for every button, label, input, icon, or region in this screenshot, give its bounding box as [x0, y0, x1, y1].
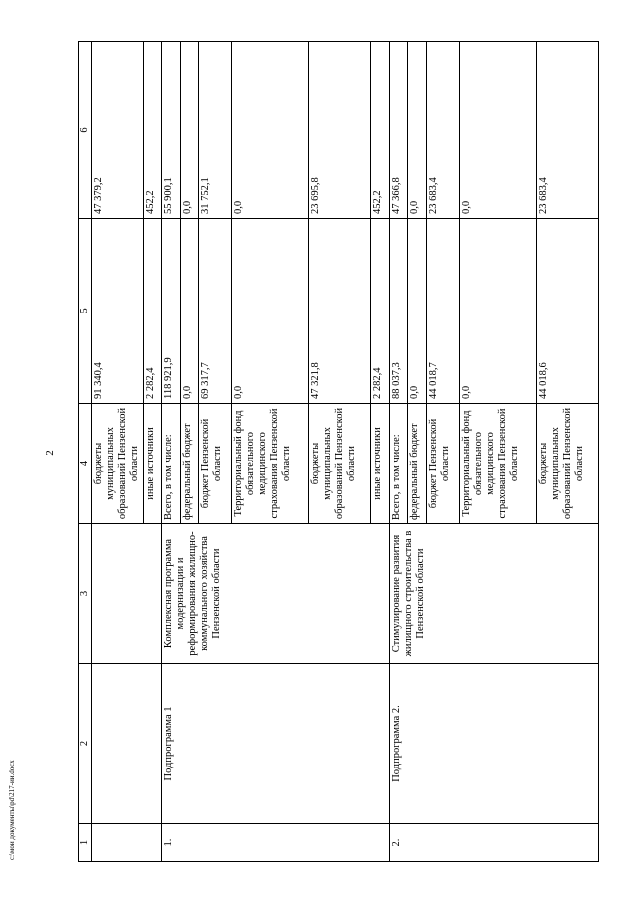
- cell-empty: [92, 664, 162, 824]
- amount-year: 0,0: [459, 42, 536, 219]
- header-col-3: 3: [79, 524, 92, 664]
- amount-year: 0,0: [408, 42, 426, 219]
- source-label: бюджеты муниципальных образований Пензенской области: [309, 404, 371, 524]
- amount-total: 88 037,3: [389, 219, 407, 404]
- row-number: 2.: [389, 824, 598, 862]
- subprogram-name: Подпрограмма 2.: [389, 664, 598, 824]
- rotated-table-wrapper: [78, 42, 599, 862]
- subprogram-name: Подпрограмма 1: [162, 664, 389, 824]
- header-col-6: 6: [79, 42, 92, 219]
- amount-total: 0,0: [459, 219, 536, 404]
- source-label: бюджет Пензенской области: [199, 404, 232, 524]
- row-number: 1.: [162, 824, 389, 862]
- source-label: иные источники: [371, 404, 389, 524]
- source-label: иные источники: [144, 404, 162, 524]
- source-label: Территориальный фонд обязательного медицинского страхования Пензенской области: [232, 404, 309, 524]
- header-col-4: 4: [79, 404, 92, 524]
- amount-year: 23 683,4: [536, 42, 598, 219]
- amount-year: 31 752,1: [199, 42, 232, 219]
- amount-total: 0,0: [232, 219, 309, 404]
- program-funding-table: [78, 41, 599, 862]
- subprogram-description: Комплексная программа модернизации и реформирования жилищно-коммунального хозяйства Пензенской области: [162, 524, 389, 664]
- amount-year: 47 366,8: [389, 42, 407, 219]
- amount-total: 2 282,4: [371, 219, 389, 404]
- amount-year: 55 900,1: [162, 42, 180, 219]
- amount-total: 91 340,4: [92, 219, 144, 404]
- cell-empty: [92, 824, 162, 862]
- amount-year: 23 695,8: [309, 42, 371, 219]
- amount-total: 44 018,6: [536, 219, 598, 404]
- amount-year: 452,2: [371, 42, 389, 219]
- amount-year: 47 379,2: [92, 42, 144, 219]
- footer-file-path: c:\мои документы\pd\217-ии.docx: [8, 760, 16, 860]
- amount-total: 118 921,9: [162, 219, 180, 404]
- source-label: Всего, в том числе:: [389, 404, 407, 524]
- source-label: Всего, в том числе:: [162, 404, 180, 524]
- source-label: Территориальный фонд обязательного медицинского страхования Пензенской области: [459, 404, 536, 524]
- header-row: [79, 42, 92, 862]
- header-col-5: 5: [79, 219, 92, 404]
- header-col-2: 2: [79, 664, 92, 824]
- table-row: [92, 42, 144, 862]
- cell-empty: [92, 524, 162, 664]
- table-row: [389, 42, 407, 862]
- subprogram-description: Стимулирование развития жилищного строительства в Пензенской области: [389, 524, 598, 664]
- amount-total: 69 317,7: [199, 219, 232, 404]
- amount-year: 0,0: [180, 42, 198, 219]
- page-number: 2: [44, 450, 56, 456]
- header-col-1: 1: [79, 824, 92, 862]
- source-label: федеральный бюджет: [180, 404, 198, 524]
- source-label: бюджеты муниципальных образований Пензенской области: [92, 404, 144, 524]
- table-row: [162, 42, 180, 862]
- amount-total: 0,0: [408, 219, 426, 404]
- amount-year: 452,2: [144, 42, 162, 219]
- amount-year: 23 683,4: [426, 42, 459, 219]
- amount-total: 2 282,4: [144, 219, 162, 404]
- source-label: бюджеты муниципальных образований Пензенской области: [536, 404, 598, 524]
- amount-total: 47 321,8: [309, 219, 371, 404]
- amount-year: 0,0: [232, 42, 309, 219]
- source-label: бюджет Пензенской области: [426, 404, 459, 524]
- amount-total: 0,0: [180, 219, 198, 404]
- source-label: федеральный бюджет: [408, 404, 426, 524]
- amount-total: 44 018,7: [426, 219, 459, 404]
